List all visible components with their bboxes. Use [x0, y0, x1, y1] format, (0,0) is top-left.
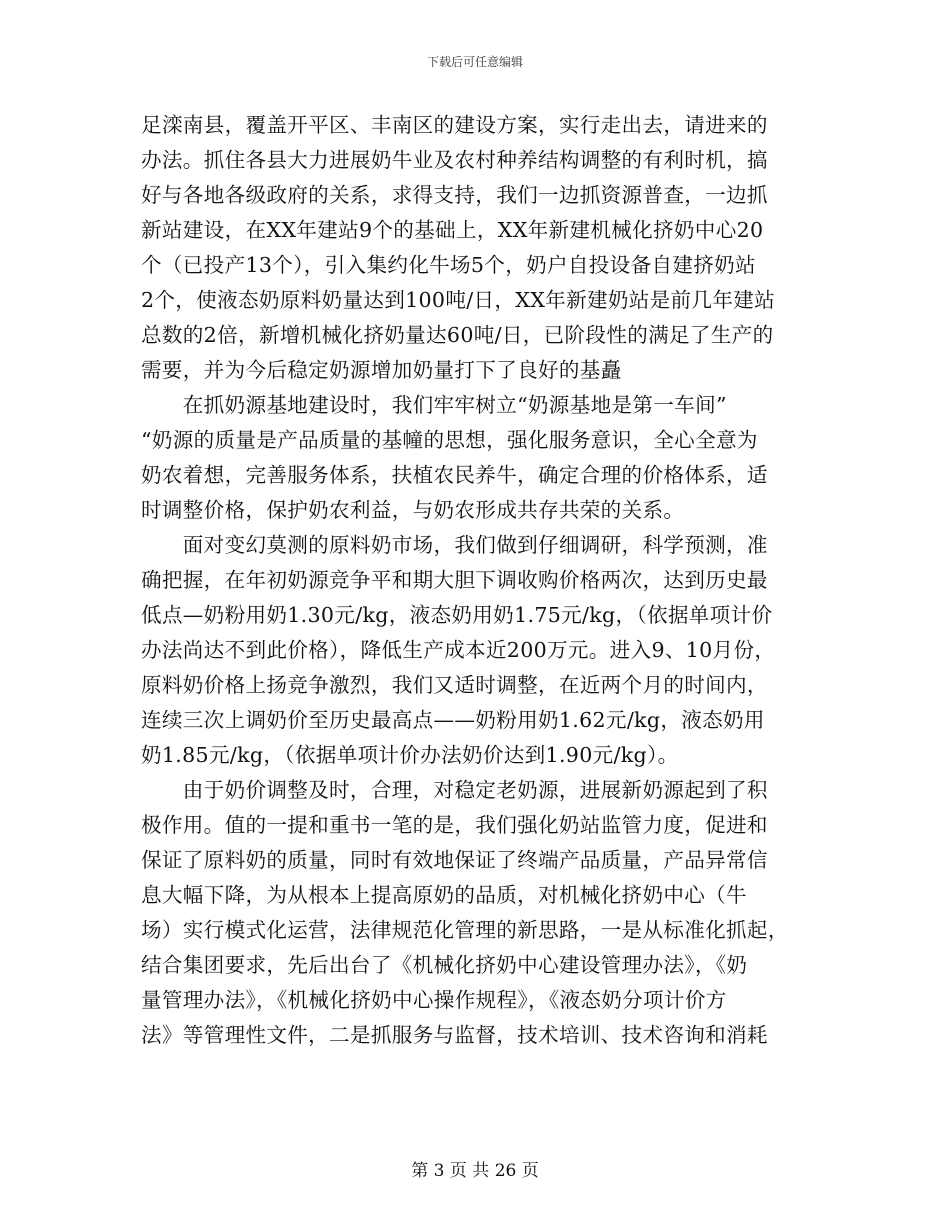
text-line: 低点—奶粉用奶1.30元/kg，液态奶用奶1.75元/kg，（依据单项计价	[141, 603, 773, 627]
text-line: 时调整价格，保护奶农利益，与奶农形成共存共荣的关系。	[141, 498, 685, 522]
text-line: 足滦南县，覆盖开平区、丰南区的建设方案，实行走出去，请进来的	[141, 113, 768, 137]
text-line: 办法。抓住各县大力进展奶牛业及农村种养结构调整的有利时机，搞	[141, 148, 768, 172]
text-line: 结合集团要求，先后出台了《机械化挤奶中心建设管理办法》，《奶	[141, 953, 748, 977]
text-line: 场）实行模式化运营，法律规范化管理的新思路，一是从标准化抓起，	[141, 918, 789, 942]
text-line: “奶源的质量是产品质量的基幢的思想，强化服务意识，全心全意为	[141, 428, 758, 452]
text-line: 原料奶价格上扬竞争激烈，我们又适时调整，在近两个月的时间内，	[141, 673, 768, 697]
text-line: 量管理办法》，《机械化挤奶中心操作规程》，《液态奶分项计价方	[141, 988, 727, 1012]
text-line: 个（已投产13个），引入集约化牛场5个，奶户自投设备自建挤奶站	[141, 253, 756, 277]
text-line: 由于奶价调整及时，合理，对稳定老奶源，进展新奶源起到了积	[141, 778, 768, 802]
text-line: 确把握，在年初奶源竞争平和期大胆下调收购价格两次，达到历史最	[141, 568, 768, 592]
page-header: 下载后可任意编辑	[426, 55, 523, 69]
text-line: 极作用。值的一提和重书一笔的是，我们强化奶站监管力度，促进和	[141, 813, 768, 837]
text-line: 奶农着想，完善服务体系，扶植农民养牛，确定合理的价格体系，适	[141, 463, 768, 487]
document-body	[141, 108, 811, 1053]
text-line: 保证了原料奶的质量，同时有效地保证了终端产品质量，产品异常信	[141, 848, 768, 872]
page-footer: 第 3 页 共 26 页	[411, 1161, 539, 1181]
text-line: 好与各地各级政府的关系，求得支持，我们一边抓资源普查，一边抓	[141, 183, 768, 207]
text-line: 连续三次上调奶价至历史最高点——奶粉用奶1.62元/kg，液态奶用	[141, 708, 765, 732]
text-line: 2个，使液态奶原料奶量达到100吨/日，XX年新建奶站是前几年建站	[141, 288, 776, 312]
text-line: 办法尚达不到此价格），降低生产成本近200万元。进入9、10月份，	[141, 638, 776, 662]
text-line: 息大幅下降，为从根本上提高原奶的品质，对机械化挤奶中心（牛	[141, 883, 747, 907]
text-line: 需要，并为今后稳定奶源增加奶量打下了良好的基矗	[141, 358, 622, 382]
text-line: 法》等管理性文件，二是抓服务与监督，技术培训、技术咨询和消耗	[141, 1023, 768, 1047]
text-line: 总数的2倍，新增机械化挤奶量达60吨/日，已阶段性的满足了生产的	[141, 323, 774, 347]
text-line: 在抓奶源基地建设时，我们牢牢树立“奶源基地是第一车间”	[141, 393, 727, 417]
text-line: 新站建设，在XX年建站9个的基础上，XX年新建机械化挤奶中心20	[141, 218, 764, 242]
text-line: 奶1.85元/kg，（依据单项计价办法奶价达到1.90元/kg）。	[141, 743, 679, 767]
text-line: 面对变幻莫测的原料奶市场，我们做到仔细调研，科学预测，准	[141, 533, 768, 557]
